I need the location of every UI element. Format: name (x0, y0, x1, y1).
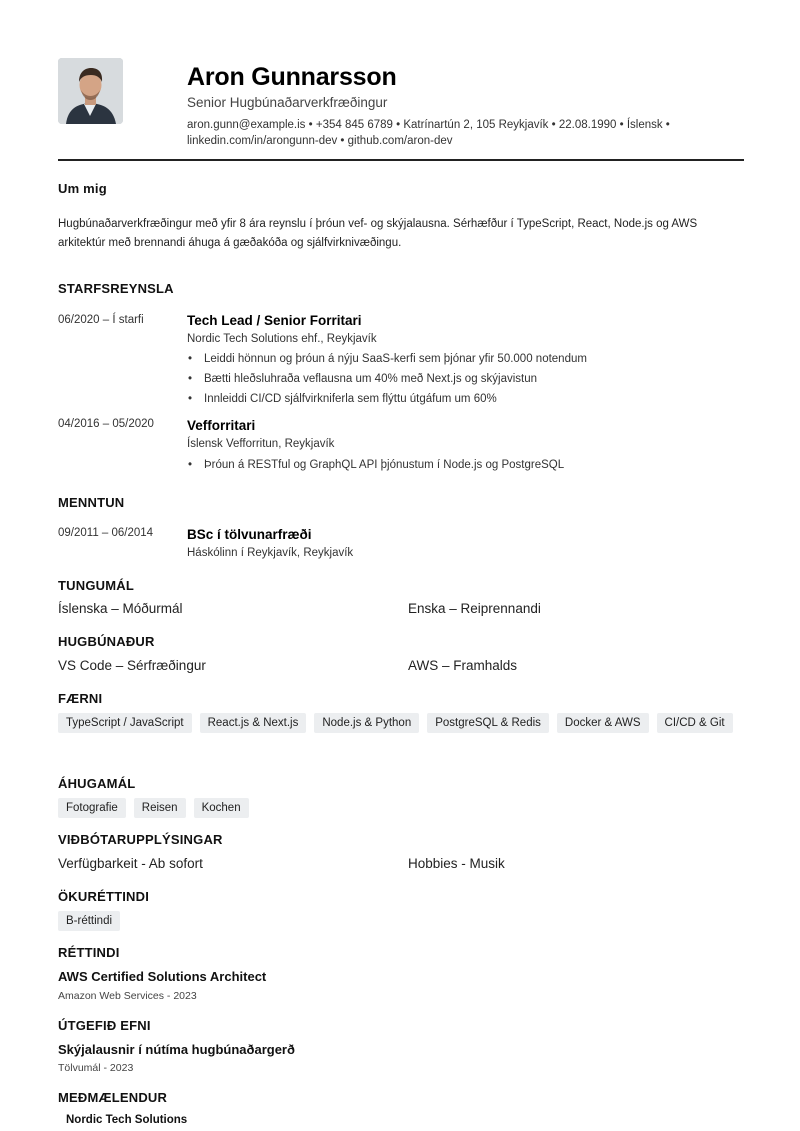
skill-tag: Docker & AWS (557, 713, 649, 733)
skill-tag: React.js & Next.js (200, 713, 307, 733)
contact-info (187, 117, 727, 149)
language-item: Íslenska – Móðurmál (58, 601, 183, 616)
person-photo-icon (58, 58, 123, 124)
education-heading: MENNTUN (58, 495, 125, 510)
experience-role: Vefforritari (187, 418, 256, 433)
about-text: Hugbúnaðarverkfræðingur með yfir 8 ára reynslu í þróun vef- og skýjalausna. Sérhæfður í TypeScript, React, Node.js og AWS arkitektúr með brennandi áhuga á gæðakóða og sjálfvirknivæðingu. (58, 218, 698, 249)
experience-bullet: • Þróun á RESTful og GraphQL API þjónustum í Node.js og PostgreSQL (187, 455, 564, 475)
reference-name: Nordic Tech Solutions (66, 1114, 188, 1126)
experience-date: 04/2016 – 05/2020 (58, 418, 154, 430)
driving-license-tag: B-réttindi (58, 911, 120, 931)
driving-license-tags (58, 911, 748, 931)
certificates-heading: RÉTTINDI (58, 945, 120, 960)
contact-line: aron.gunn@example.is • +354 845 6789 • Katrínartún 2, 105 Reykjavík • 22.08.1990 • Íslensk • (187, 119, 670, 131)
certificate-issuer: Amazon Web Services - 2023 (58, 990, 197, 1002)
profile-photo (58, 58, 123, 124)
references-heading: MEÐMÆLENDUR (58, 1090, 168, 1105)
about-heading: Um mig (58, 181, 107, 196)
interest-tag: Fotografie (58, 798, 126, 818)
experience-bullet: • Bætti hleðsluhraða veflausna um 40% með Next.js og skýjavistun (187, 369, 587, 389)
skill-tag: TypeScript / JavaScript (58, 713, 192, 733)
additional-info-item: Verfügbarkeit - Ab sofort (58, 856, 203, 871)
languages-heading: TUNGUMÁL (58, 578, 134, 593)
candidate-job-title: Senior Hugbúnaðarverkfræðingur (187, 95, 388, 110)
experience-organization: Íslensk Vefforritun, Reykjavík (187, 438, 335, 450)
experience-bullet: • Innleiddi CI/CD sjálfvirkniferla sem flýttu útgáfum um 60% (187, 389, 587, 409)
publication-title: Skýjalausnir í nútíma hugbúnaðargerð (58, 1042, 295, 1057)
interests-heading: ÁHUGAMÁL (58, 776, 136, 791)
candidate-name: Aron Gunnarsson (187, 63, 397, 91)
additional-info-heading: VIÐBÓTARUPPLÝSINGAR (58, 832, 223, 847)
education-school: Háskólinn í Reykjavík, Reykjavík (187, 547, 354, 559)
software-item: AWS – Framhalds (408, 658, 518, 673)
education-date: 09/2011 – 06/2014 (58, 527, 154, 539)
interest-tag: Reisen (134, 798, 186, 818)
publication-source: Tölvumál - 2023 (58, 1062, 134, 1074)
software-heading: HUGBÚNAÐUR (58, 634, 155, 649)
skill-tag: Node.js & Python (314, 713, 419, 733)
skills-tags (58, 713, 748, 733)
experience-organization: Nordic Tech Solutions ehf., Reykjavík (187, 333, 377, 345)
interests-tags (58, 798, 748, 818)
language-item: Enska – Reiprennandi (408, 601, 541, 616)
experience-bullets (187, 349, 587, 409)
skills-heading: FÆRNI (58, 691, 103, 706)
contact-line: linkedin.com/in/arongunn-dev • github.com/aron-dev (187, 135, 453, 147)
experience-date: 06/2020 – Í starfi (58, 314, 144, 326)
experience-bullet: • Leiddi hönnun og þróun á nýju SaaS-kerfi sem þjónar yfir 50.000 notendum (187, 349, 587, 369)
software-item: VS Code – Sérfræðingur (58, 658, 206, 673)
education-degree: BSc í tölvunarfræði (187, 527, 312, 542)
driving-license-heading: ÖKURÉTTINDI (58, 889, 150, 904)
skill-tag: PostgreSQL & Redis (427, 713, 549, 733)
skill-tag: CI/CD & Git (657, 713, 733, 733)
cv-header (58, 58, 744, 161)
interest-tag: Kochen (194, 798, 249, 818)
publications-heading: ÚTGEFIÐ EFNI (58, 1018, 151, 1033)
experience-role: Tech Lead / Senior Forritari (187, 313, 362, 328)
experience-bullets (187, 455, 564, 475)
experience-heading: STARFSREYNSLA (58, 281, 174, 296)
certificate-name: AWS Certified Solutions Architect (58, 969, 267, 984)
additional-info-item: Hobbies - Musik (408, 856, 505, 871)
